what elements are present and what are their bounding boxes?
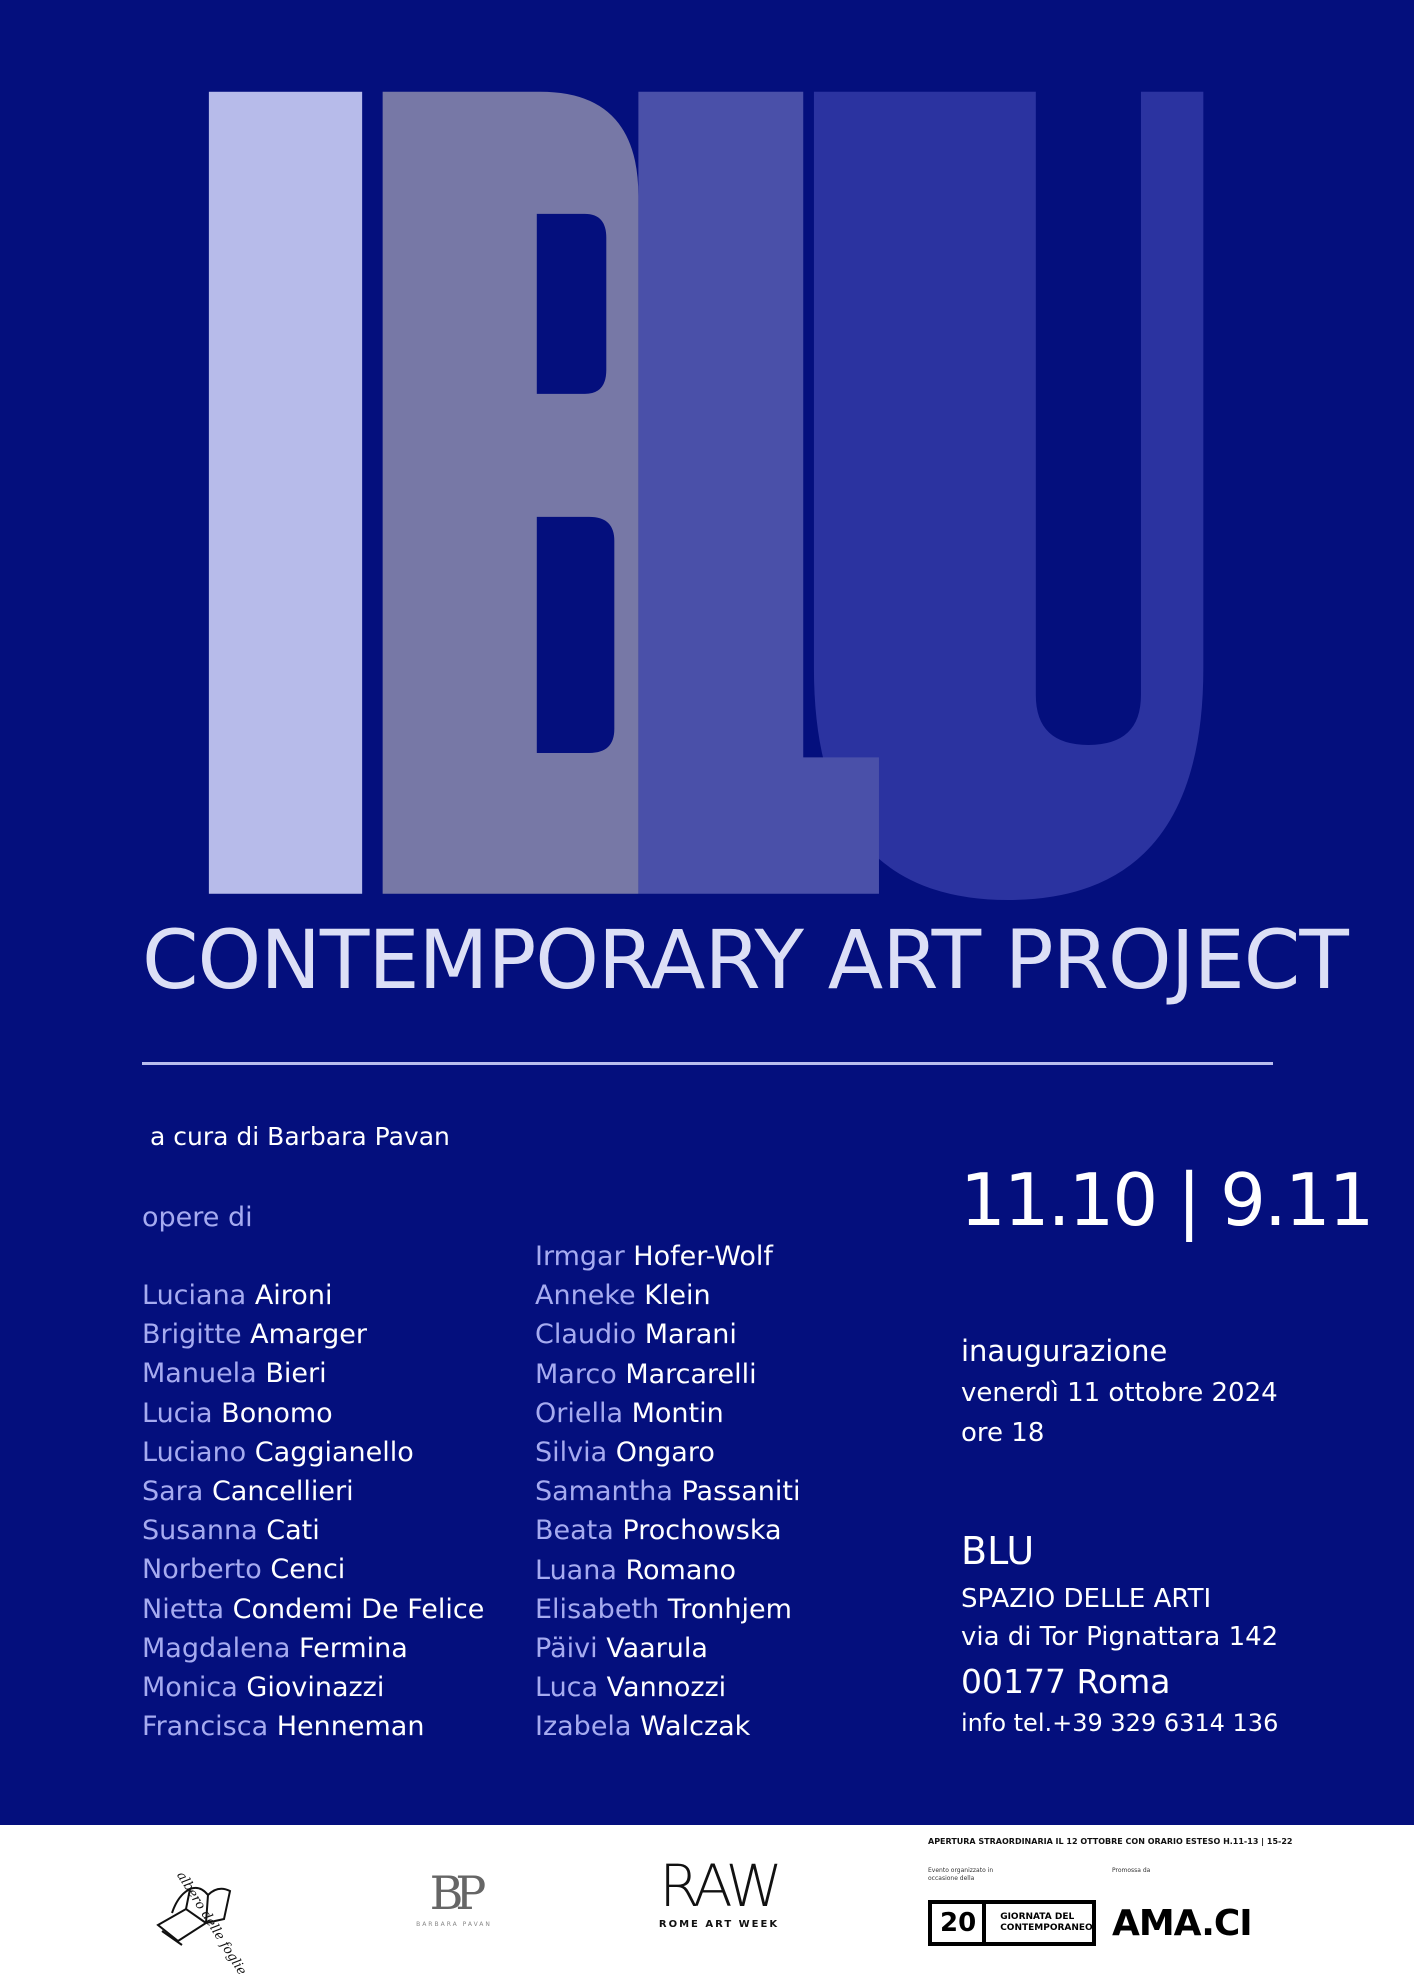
subtitle: CONTEMPORARY ART PROJECT: [142, 914, 1348, 1008]
artist-row: Norberto Cenci: [142, 1554, 346, 1586]
artist-row: Izabela Walczak: [535, 1711, 751, 1743]
event-organized-text: Evento organizzato in occasione della: [928, 1867, 994, 1882]
venue-phone: info tel.+39 329 6314 136: [961, 1709, 1279, 1737]
artist-row: Claudio Marani: [535, 1319, 737, 1351]
artist-row: Susanna Cati: [142, 1515, 320, 1547]
artist-row: Lucia Bonomo: [142, 1397, 333, 1429]
artist-row: Brigitte Amarger: [142, 1319, 367, 1351]
artist-row: Marco Marcarelli: [535, 1358, 757, 1390]
artist-row: Magdalena Fermina: [142, 1632, 408, 1664]
artist-row: Elisabeth Tronhjem: [535, 1593, 792, 1625]
bp-caption: BARBARA PAVAN: [416, 1921, 492, 1928]
works-label: opere di: [142, 1202, 253, 1233]
artist-row: Irmgar Hofer-Wolf: [535, 1241, 773, 1272]
artist-row: Oriella Montin: [535, 1397, 724, 1429]
curator: a cura di Barbara Pavan: [150, 1122, 450, 1151]
opening-date: venerdì 11 ottobre 2024: [961, 1378, 1278, 1408]
artist-row: Sara Cancellieri: [142, 1476, 354, 1508]
raw-wordmark: RAW: [659, 1852, 779, 1920]
letter-b: [383, 92, 639, 894]
rome-art-week-logo: [654, 1852, 794, 1935]
artist-row: Francisca Henneman: [142, 1711, 425, 1743]
promoted-by-text: Promossa da: [1112, 1867, 1151, 1874]
opening-label: inaugurazione: [961, 1334, 1168, 1368]
artist-row: Anneke Klein: [535, 1280, 711, 1312]
divider: [142, 1062, 1273, 1065]
giornata-line-2: CONTEMPORANEO: [1000, 1923, 1093, 1933]
giornata-line-1: GIORNATA DEL: [1000, 1912, 1075, 1922]
artist-row: Luciana Aironi: [142, 1280, 333, 1311]
giornata-number: 20: [932, 1904, 986, 1942]
artist-row: Luciano Caggianello: [142, 1436, 414, 1468]
footer-notice: APERTURA STRAORDINARIA IL 12 OTTOBRE CON ORARIO ESTESO H.11-13 | 15-22: [928, 1837, 1293, 1846]
title-letters: [0, 0, 1414, 900]
exhibition-dates: 11.10 | 9.11: [960, 1158, 1373, 1242]
artists-column-2: [535, 1237, 800, 1747]
artist-row: Nietta Condemi De Felice: [142, 1593, 485, 1625]
artist-row: Beata Prochowska: [535, 1515, 782, 1547]
amaci-logo: AMA.CI: [1112, 1903, 1252, 1944]
venue-name: BLU: [961, 1529, 1035, 1573]
venue-city: 00177 Roma: [961, 1662, 1171, 1701]
artist-row: Luca Vannozzi: [535, 1672, 727, 1704]
venue-street: via di Tor Pignattara 142: [961, 1622, 1279, 1652]
letter-i: [209, 92, 362, 894]
artists-column-1: [142, 1276, 484, 1746]
artist-row: Monica Giovinazzi: [142, 1672, 385, 1704]
bp-initials: BP: [429, 1866, 479, 1920]
albero-text: albero delle foglie: [173, 1869, 250, 1979]
giornata-logo: [928, 1900, 1096, 1946]
barbara-pavan-logo: [414, 1867, 514, 1937]
artist-row: Silvia Ongaro: [535, 1437, 715, 1469]
artist-row: Päivi Vaarula: [535, 1633, 708, 1665]
footer-sponsors: [0, 1825, 1414, 1979]
artist-row: Luana Romano: [535, 1554, 737, 1586]
artist-row: Samantha Passaniti: [535, 1476, 801, 1508]
artist-row: Manuela Bieri: [142, 1358, 327, 1390]
venue-subtitle: SPAZIO DELLE ARTI: [961, 1584, 1212, 1614]
albero-logo: [148, 1839, 288, 1979]
opening-time: ore 18: [961, 1418, 1045, 1448]
raw-caption: ROME ART WEEK: [658, 1919, 780, 1930]
